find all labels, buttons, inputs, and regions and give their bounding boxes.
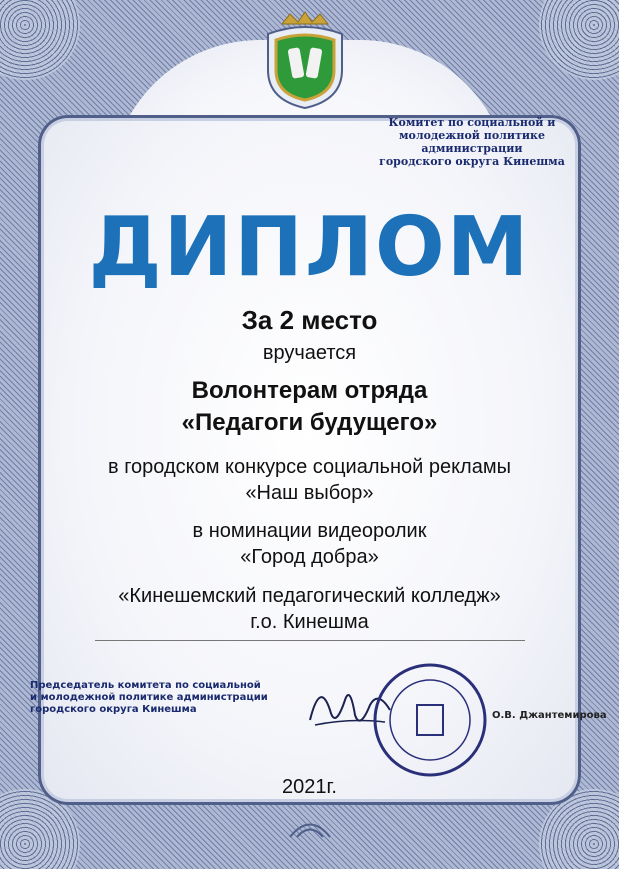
contest-line: в городском конкурсе социальной рекламы [108, 456, 511, 478]
committee-line: Комитет по социальной и [388, 116, 556, 129]
committee-line: городского округа Кинешма [379, 155, 565, 168]
recipient-line: Волонтерам отряда [191, 377, 428, 404]
chair-line: Председатель комитета по социальной [30, 680, 261, 691]
contest [0, 454, 619, 506]
committee-line: администрации [421, 142, 523, 155]
coat-of-arms-icon [262, 10, 348, 110]
chair-line: городского округа Кинешма [30, 704, 197, 715]
divider [95, 640, 525, 641]
recipient-line: «Педагоги будущего» [181, 409, 438, 436]
recipient [0, 375, 619, 439]
signer-name: О.В. Джантемирова [492, 710, 607, 721]
committee-line: молодежной политике [398, 129, 546, 142]
nomination-line: в номинации видеоролик [192, 520, 427, 542]
college [0, 583, 619, 635]
diploma-title: ДИПЛОМ [88, 200, 531, 295]
corner-ornament [539, 0, 619, 80]
awarded-label: вручается [262, 342, 357, 364]
chair-title [30, 680, 290, 716]
contest-line: «Наш выбор» [245, 482, 374, 504]
corner-ornament [0, 0, 80, 80]
official-stamp-icon [365, 660, 495, 780]
college-line: г.о. Кинешма [250, 611, 369, 633]
nomination-line: «Город добра» [240, 546, 379, 568]
nomination [0, 518, 619, 570]
bottom-ornament-icon [285, 812, 335, 842]
year: 2021г. [282, 776, 337, 798]
college-line: «Кинешемский педагогический колледж» [118, 585, 501, 607]
issuer-committee [372, 116, 572, 168]
chair-line: и молодежной политике администрации [30, 692, 268, 703]
award-place: За 2 место [241, 305, 378, 335]
